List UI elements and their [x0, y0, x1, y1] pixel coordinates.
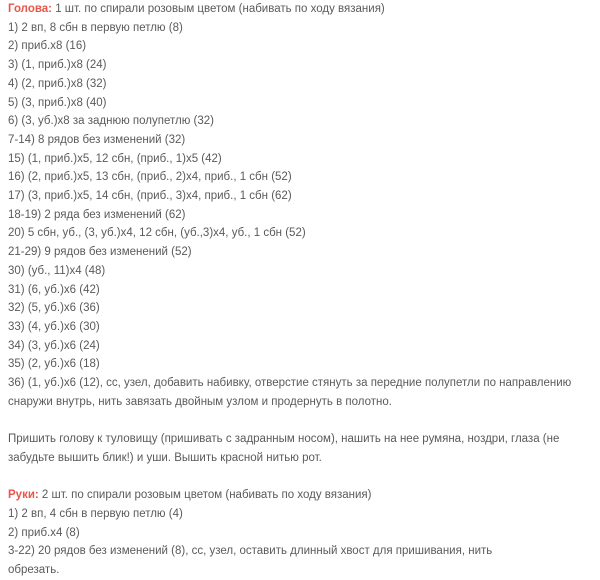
pattern-row: 1) 2 вп, 4 сбн в первую петлю (4): [8, 507, 183, 520]
paragraph-gap: [8, 411, 596, 430]
pattern-row: 2) приб.х4 (8): [8, 526, 80, 539]
paragraph-gap: [8, 468, 596, 487]
pattern-row: 5) (3, приб.)х8 (40): [8, 96, 107, 109]
pattern-row: 30) (уб., 11)х4 (48): [8, 264, 106, 277]
head-rows: [8, 19, 596, 412]
attach-note-line1: Пришить голову к туловищу (пришивать с задранным носом), нашить на нее румяна, ноздри, глаза (не: [8, 433, 560, 446]
arms-section-intro: [8, 486, 596, 505]
arms-rows: [8, 505, 596, 580]
pattern-row: 32) (5, уб.)х6 (36): [8, 302, 100, 315]
pattern-row: 3) (1, приб.)х8 (24): [8, 59, 107, 72]
pattern-row-36-line2: снаружи внутрь, нить завязать двойным узлом и продернуть в полотно.: [8, 395, 392, 408]
head-section-label: Голова:: [8, 3, 53, 15]
pattern-row-36-line1: 36) (1, уб.)х6 (12), сс, узел, добавить набивку, отверстие стянуть за передние полупетли по направлению: [8, 377, 572, 390]
pattern-row-3-22-line1: 3-22) 20 рядов без изменений (8), сс, узел, оставить длинный хвост для пришивания, нить: [8, 545, 493, 558]
pattern-row: 33) (4, уб.)х6 (30): [8, 320, 100, 333]
pattern-row: 31) (6, уб.)х6 (42): [8, 283, 100, 296]
attach-note: [8, 430, 596, 467]
pattern-row: 18-19) 2 ряда без изменений (62): [8, 208, 186, 221]
arms-section-label: Руки:: [8, 489, 39, 502]
pattern-row: 4) (2, приб.)х8 (32): [8, 77, 107, 90]
pattern-row: 21-29) 9 рядов без изменений (52): [8, 246, 192, 259]
pattern-row: 34) (3, уб.)х6 (24): [8, 339, 100, 352]
pattern-row: 1) 2 вп, 8 сбн в первую петлю (8): [8, 21, 183, 34]
pattern-row-3-22-line2: обрезать.: [8, 564, 60, 577]
arms-section-intro-text: 2 шт. по спирали розовым цветом (набивать по ходу вязания): [38, 489, 372, 502]
head-section-intro: [8, 0, 596, 19]
pattern-row: 2) приб.х8 (16): [8, 40, 87, 53]
pattern-row: 17) (3, приб.)х5, 14 сбн, (приб., 3)х4, приб., 1 сбн (62): [8, 190, 292, 203]
pattern-row: 20) 5 сбн, уб., (3, уб.)х4, 12 сбн, (уб.,3)х4, уб., 1 сбн (52): [8, 227, 306, 240]
pattern-row: 15) (1, приб.)х5, 12 сбн, (приб., 1)х5 (42): [8, 152, 222, 165]
pattern-row: 7-14) 8 рядов без изменений (32): [8, 133, 186, 146]
pattern-row: 6) (3, уб.)х8 за заднюю полупетлю (32): [8, 115, 214, 128]
pattern-row: 35) (2, уб.)х6 (18): [8, 358, 100, 371]
pattern-row: 16) (2, приб.)х5, 13 сбн, (приб., 2)х4, приб., 1 сбн (52): [8, 171, 292, 184]
head-section-intro-text: 1 шт. по спирали розовым цветом (набивать по ходу вязания): [52, 3, 385, 15]
pattern-document: [8, 0, 596, 580]
attach-note-line2: забудьте вышить блик!) и уши. Вышить красной нитью рот.: [8, 451, 322, 464]
